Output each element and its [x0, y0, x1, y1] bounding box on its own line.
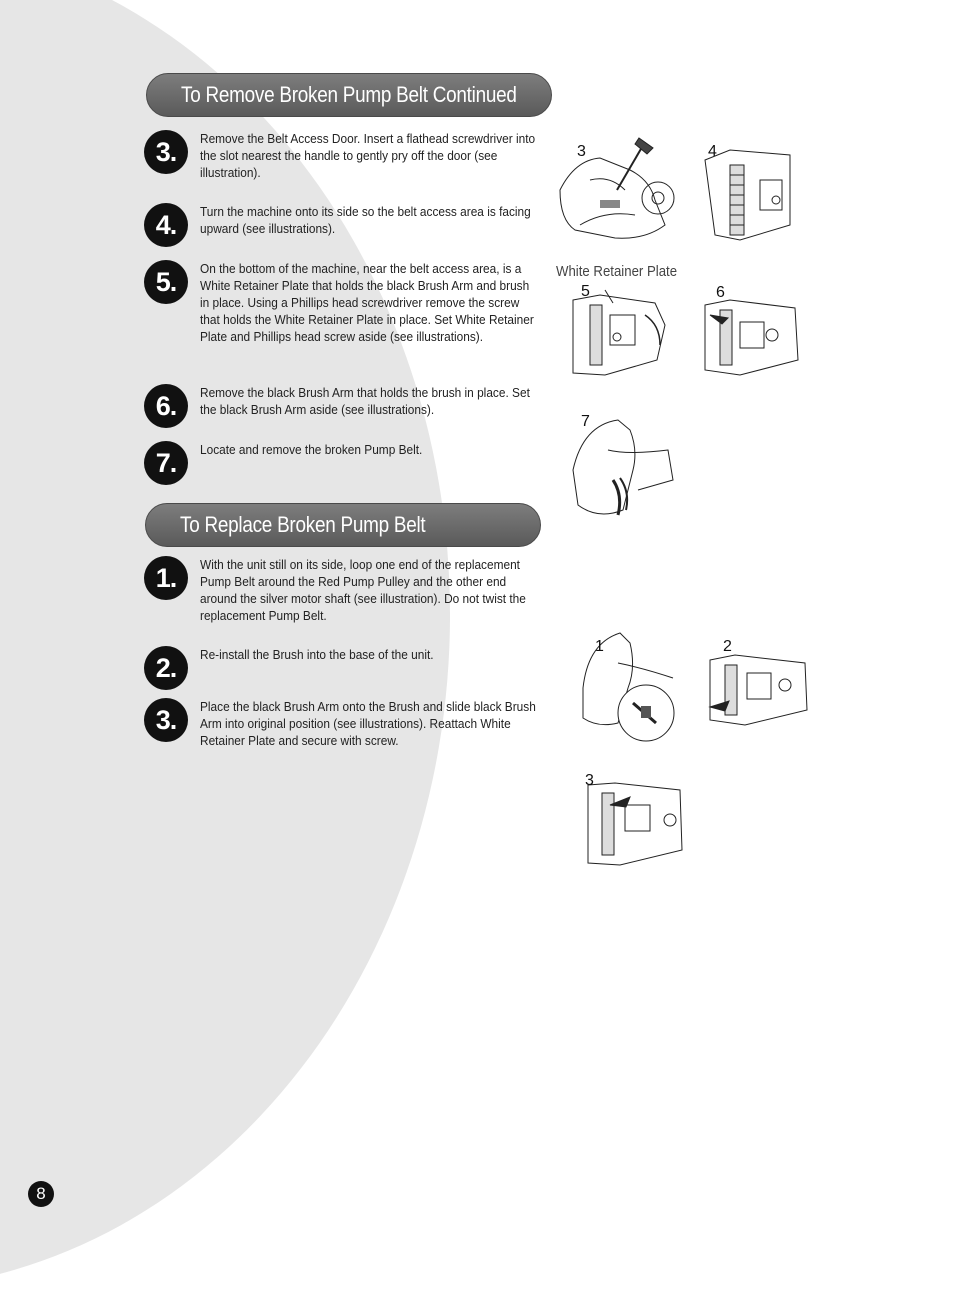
step-text: Re-install the Brush into the base of the unit.	[200, 647, 434, 662]
figure-number: 3	[585, 772, 594, 789]
background-arc	[0, 0, 450, 1290]
step-number: 7.	[144, 441, 188, 485]
section-banner-remove	[146, 73, 552, 117]
illustration-remove-7	[568, 410, 678, 525]
step-number: 6.	[144, 384, 188, 428]
step-number: 2.	[144, 646, 188, 690]
step-text: On the bottom of the machine, near the belt access area, is a White Retainer Plate that holds the black Brush Arm and brush in place. Using a Phillips head screwdriver remove the screw that holds the White Retainer Plate in place. Set White Retainer Plate and Phillips head screw aside (see illustrations).	[200, 261, 534, 344]
illustration-remove-3	[555, 130, 680, 245]
figure-number: 6	[716, 284, 725, 301]
step-number: 4.	[144, 203, 188, 247]
figure-number: 7	[581, 413, 590, 430]
page-number: 8	[28, 1181, 54, 1207]
illustration-remove-4	[700, 140, 795, 248]
step-text: Turn the machine onto its side so the belt access area is facing upward (see illustrations).	[200, 204, 531, 236]
section-banner-replace	[145, 503, 541, 547]
figure-caption-white-retainer-plate: White Retainer Plate	[556, 263, 678, 280]
illustration-replace-1	[578, 628, 678, 743]
illustration-replace-2	[705, 638, 810, 730]
section-title-replace: To Replace Broken Pump Belt	[180, 512, 426, 537]
step-number: 3.	[144, 698, 188, 742]
figure-number: 2	[723, 638, 732, 655]
figure-number: 4	[708, 143, 717, 160]
figure-number: 5	[581, 283, 590, 300]
figure-number: 1	[595, 638, 604, 655]
step-number: 1.	[144, 556, 188, 600]
section-title-remove: To Remove Broken Pump Belt Continued	[181, 82, 517, 107]
illustration-remove-5	[565, 285, 675, 380]
step-text: Place the black Brush Arm onto the Brush and slide black Brush Arm into original position (see illustrations). Reattach White Retainer Plate and secure with screw.	[200, 699, 536, 748]
step-text: Remove the Belt Access Door. Insert a flathead screwdriver into the slot nearest the handle to gently pry off the door (see illustration).	[200, 131, 536, 180]
step-text: Locate and remove the broken Pump Belt.	[200, 442, 423, 457]
step-text: With the unit still on its side, loop one end of the replacement Pump Belt around the Red Pump Pulley and the other end around the silver motor shaft (see illustration). Do not twist the replacement Pump Belt.	[200, 557, 526, 623]
step-text: Remove the black Brush Arm that holds the brush in place. Set the black Brush Arm aside (see illustrations).	[200, 385, 530, 417]
step-number: 3.	[144, 130, 188, 174]
figure-number: 3	[577, 143, 586, 160]
illustration-replace-3	[580, 772, 690, 870]
illustration-remove-6	[700, 284, 805, 380]
step-number: 5.	[144, 260, 188, 304]
